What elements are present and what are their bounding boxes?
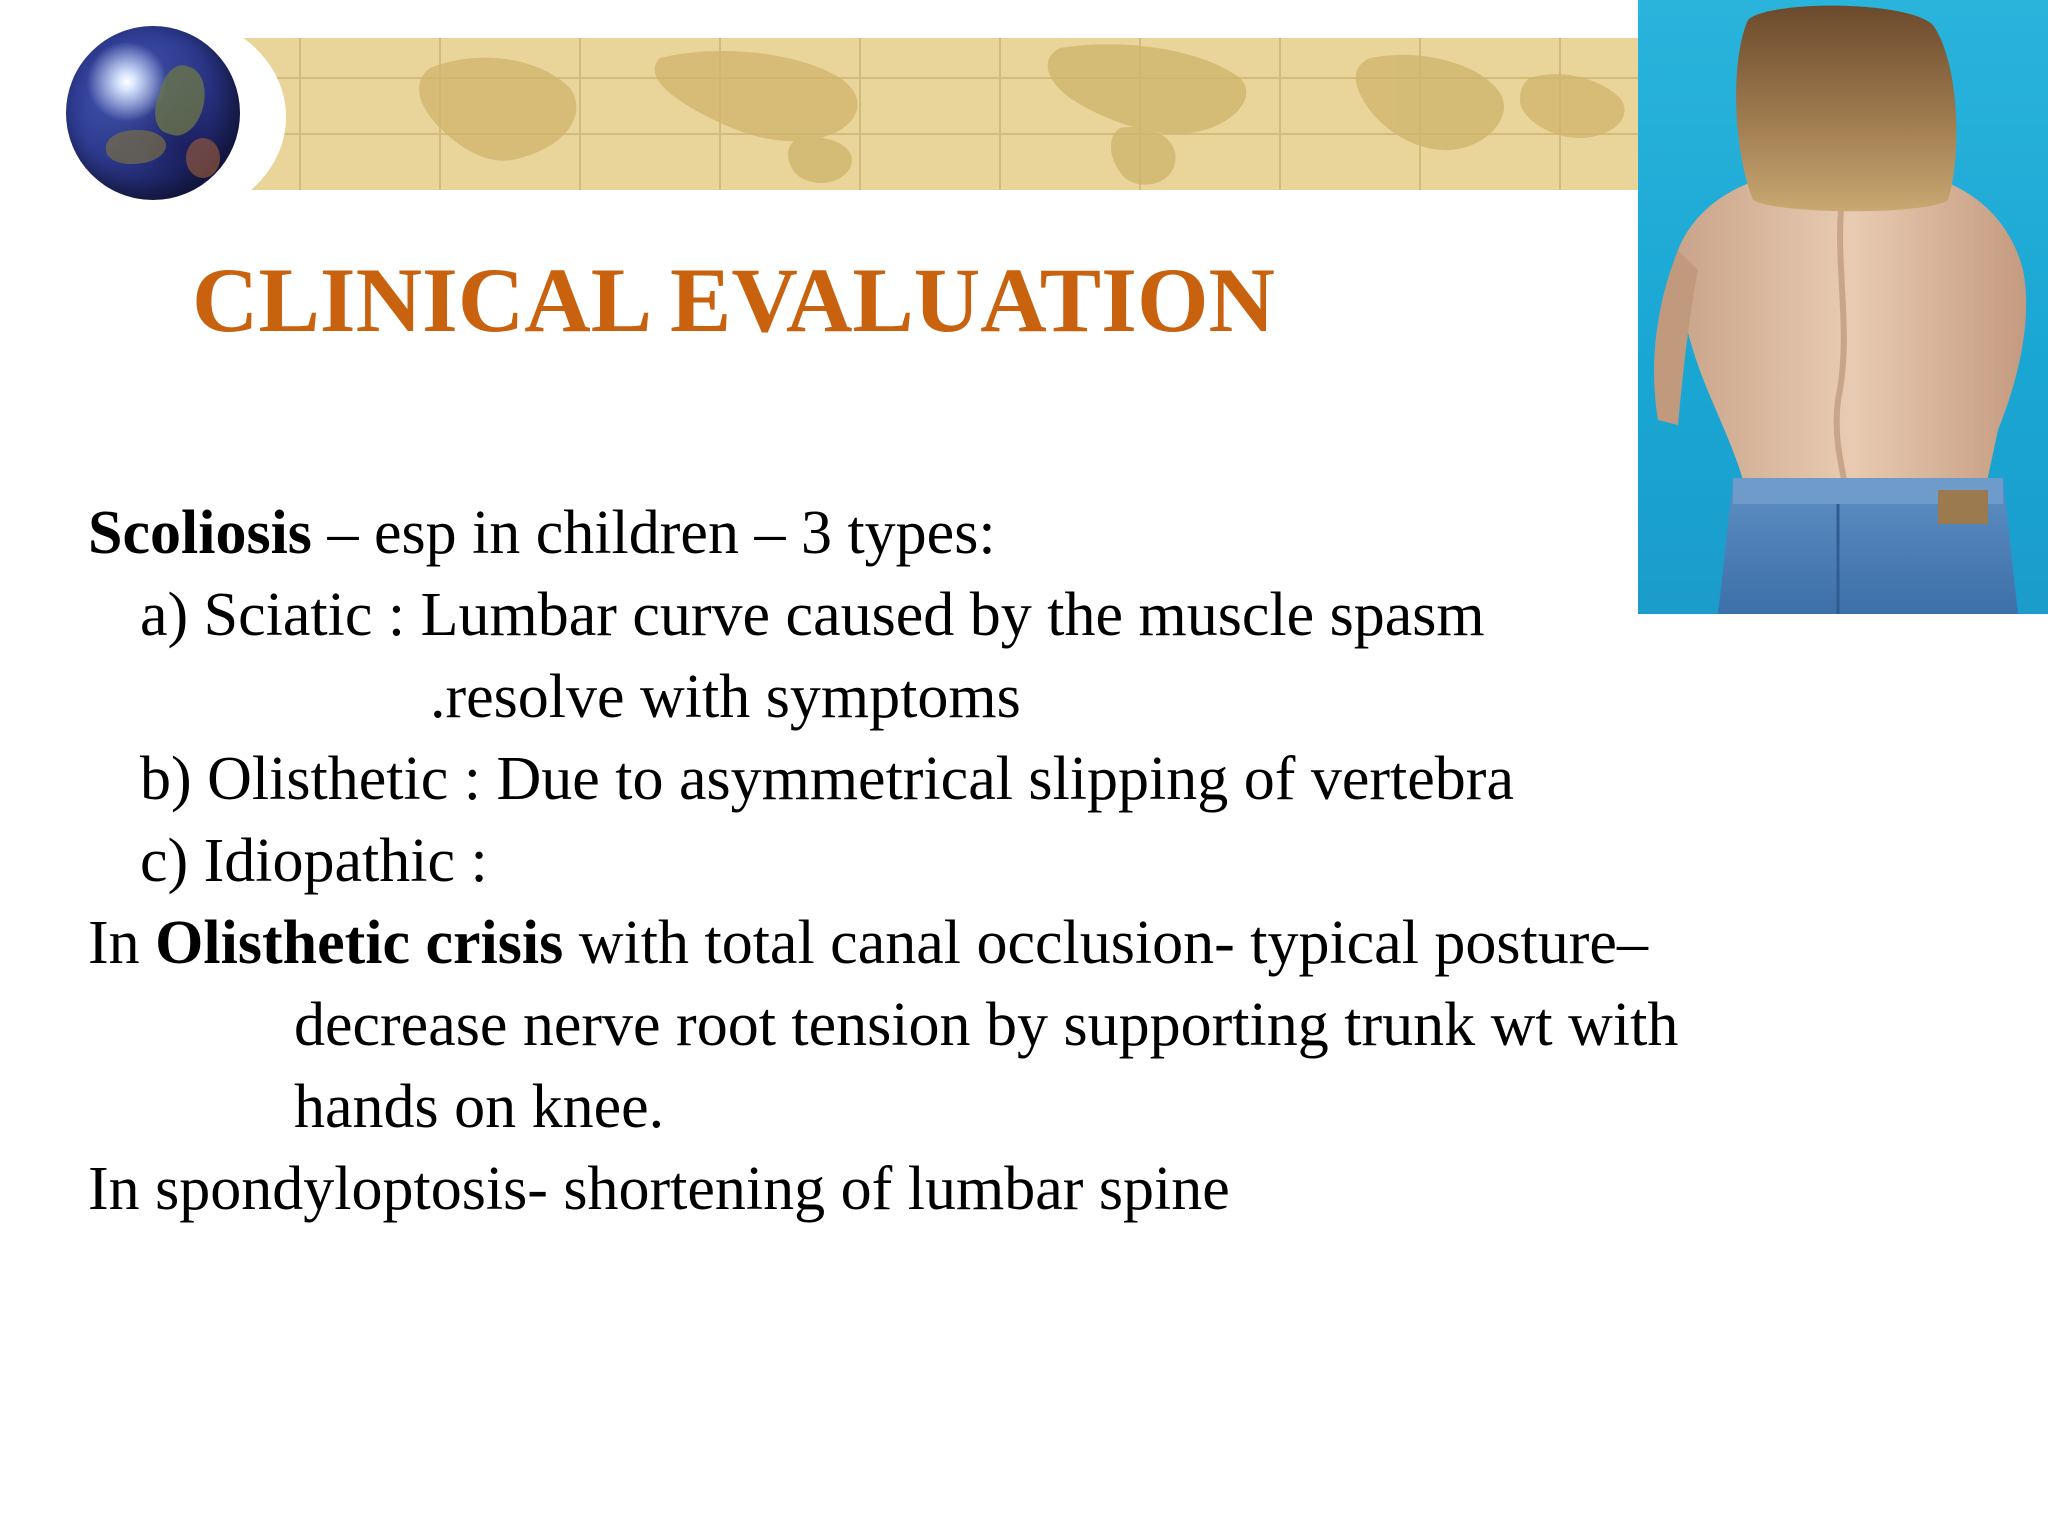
body-line-scoliosis [88,492,996,574]
body-line-sciatic [140,574,1485,656]
line-text: with total canal occlusion- typical posture– [563,909,1648,977]
line-text: decrease nerve root tension by supporting trunk wt with [294,991,1679,1059]
world-map-graphic [240,38,1640,190]
globe-landmass [148,61,213,142]
slide-title: CLINICAL EVALUATION [192,249,1275,351]
body-line-olisthetic-crisis [88,902,1648,984]
globe-landmass [186,138,220,178]
body-line-sciatic-continued [430,656,1021,738]
globe-landmass [106,130,166,164]
patient-back-photo [1638,0,2048,614]
line-text: c) Idiopathic : [140,827,488,895]
world-map-band [240,38,1640,190]
line-text: hands on knee. [294,1073,665,1141]
bold-term: Scoliosis [88,499,312,567]
line-text: In spondyloptosis- shortening of lumbar spine [88,1155,1230,1223]
patient-back-illustration [1638,0,2048,614]
line-prefix: In [88,909,156,977]
body-line-crisis-continued-2 [294,1066,664,1148]
bold-term: Olisthetic crisis [155,909,564,977]
body-line-crisis-continued-1 [294,984,1678,1066]
body-line-spondyloptosis [88,1148,1230,1230]
globe-icon [66,26,240,200]
line-text: a) Sciatic : Lumbar curve caused by the muscle spasm [140,581,1485,649]
line-text: .resolve with symptoms [430,663,1021,731]
line-text: – esp in children – 3 types: [311,499,996,567]
body-line-olisthetic [140,738,1514,820]
body-line-idiopathic [140,820,488,902]
line-text: b) Olisthetic : Due to asymmetrical slipping of vertebra [140,745,1514,813]
